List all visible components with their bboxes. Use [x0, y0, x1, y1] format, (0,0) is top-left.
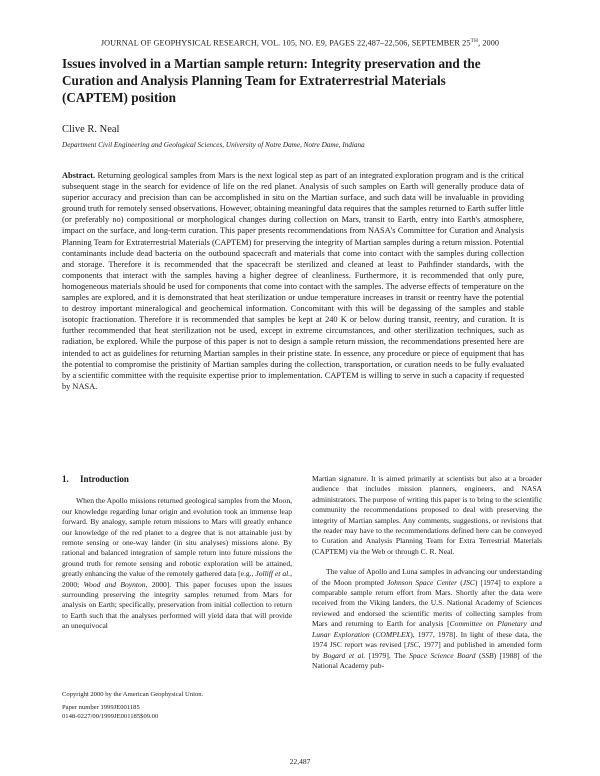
citation-jsc-1977: JSC [406, 640, 419, 650]
page-number: 22,487 [289, 757, 311, 766]
intro-p2-text-g: [1979]. The [365, 650, 410, 660]
running-head-year: , 2000 [478, 38, 500, 48]
intro-p1-text-c: , 2000]. This paper focuses upon the issues surrounding preserving the integrity samples returned from Mars for analysis on Earth; specifically, preservation from initial collection to return to Earth such that the analyses performed will yield data that will provide an unequivocal [62, 579, 293, 631]
right-column [312, 474, 542, 671]
abstract-label: Abstract. [62, 171, 96, 180]
paper-title: Issues involved in a Martian sample return: Integrity preservation and the Curation and Analysis Planning Team for Extraterrestrial Materials (CAPTEM) position [62, 56, 481, 105]
running-head-superscript: TH [470, 38, 479, 44]
citation-jsc-name: Johnson Space Center [387, 577, 458, 587]
running-head [90, 38, 510, 48]
intro-p2-text-e: ), 1977, 1978]. In light of these data, the 1974 JSC report was revised [ [312, 629, 542, 650]
section-heading [62, 474, 292, 484]
intro-paragraph-2 [312, 567, 542, 671]
issn-code: 0148-0227/00/1999JE001185$09.00 [62, 713, 159, 720]
citation-ssb-abbrev: SSB [481, 650, 494, 660]
left-column [62, 474, 292, 632]
intro-p2-text-d: ( [369, 629, 376, 639]
section-title: Introduction [80, 474, 129, 484]
intro-paragraph-1-continued: Martian signature. It is aimed primarily at scientists but also at a broader audience that includes mission planners, engineers, and NASA administrators. The purpose of writing this paper is to bring to the scientific community the recommendations proposed to deal with preserving the integrity of Martian samples. Any comments, suggestions, or revisions that the reader may have to the recommendations defined here can be conveyed to Curation and Analysis Planning Team for Extra Terrestrial Materials (CAPTEM) via the Web or through C. R. Neal. [312, 474, 542, 556]
copyright-block [62, 690, 203, 722]
paper-number: Paper number 1999JE001185 [62, 703, 140, 711]
intro-p2-text-b: ( [457, 577, 463, 587]
citation-complex-abbrev: COMPLEX [375, 629, 411, 639]
author-name: Clive R. Neal [62, 124, 120, 135]
intro-p1-text-b: , 2000; [62, 569, 292, 589]
intro-p2-text-c: ) [1974] to explore a comparable sample return effort from Mars. Shortly after the data were received from the Viking landers, the U.S. National Academy of Sciences reviewed and endorsed the scientific merits of collecting samples from Mars and returning to Earth for analysis [ [312, 577, 542, 629]
citation-bogard: Bogard et al. [322, 650, 366, 660]
abstract [62, 170, 524, 392]
intro-paragraph-1 [62, 496, 292, 631]
intro-p2-text-h: ( [475, 650, 482, 660]
running-head-text: JOURNAL OF GEOPHYSICAL RESEARCH, VOL. 105, NO. E9, PAGES 22,487–22,506, SEPTEMBER 25 [100, 38, 471, 48]
citation-jsc-abbrev: JSC [462, 577, 475, 587]
intro-p2-text-a: The value of Apollo and Luna samples in advancing our understanding of the Moon prompted [312, 567, 542, 587]
copyright-line: Copyright 2000 by the American Geophysical Union. [62, 691, 204, 698]
author-affiliation: Department Civil Engineering and Geological Sciences, University of Notre Dame, Notre Dame, Indiana [62, 141, 365, 149]
intro-p2-text-i: ) [1988] of the National Academy pub- [312, 650, 542, 670]
intro-p2-text-f: , 1977] and published in amended form by [312, 640, 542, 660]
citation-ssb-name: Space Science Board [409, 650, 476, 660]
intro-p1-text-a: When the Apollo missions returned geological samples from the Moon, our knowledge regarding lunar origin and evolution took an immense leap forward. By analogy, sample return missions to Mars will greatly enhance our knowledge of the red planet to a degree that is not attainable just by remote sensing or one-way lander (in situ analyses) missions alone. By rational and balanced integration of sample return into future missions the ground truth for remote sensing and robotic exploration will be attained, greatly enhancing the value of the remotely gathered data [e.g., [62, 496, 292, 579]
abstract-text: Returning geological samples from Mars is the next logical step as part of an integrated exploration program and is the critical subsequent stage in the search for evidence of life on the red planet. Analysis of such samples on Earth will generally produce data of superior accuracy and precision than can be accomplished in situ on the Martian surface, and such data will be invaluable in providing ground truth for remotely sensed observations. However, obtaining meaningful data requires that the samples returned to Earth suffer little (or preferably no) compositional or morphological changes during collection on Mars, transit to Earth, entry into Earth's atmosphere, impact on the surface, and long-term curation. This paper presents recommendations from NASA's Committee for Curation and Analysis Planning Team for Extraterrestrial Materials (CAPTEM) for preserving the integrity of Martian samples during a return mission. Potential contaminants include dead bacteria on the outbound spacecraft and materials that come into contact with the samples during collection and storage. Therefore it is recommended that the spacecraft be sterilized and cleaned at least to Pathfinder standards, with the components that interact with the samples having a higher degree of cleanliness. Furthermore, it is recommended that only pure, homogeneous materials should be used for components that come into contact with the samples. The adverse effects of temperature on the samples are explored, and it is demonstrated that heat sterilization or undue temperature increases in transit or reentry have the potential to destroy important mineralogical and geochemical information. Concomitant with this will be degassing of the samples and stable isotopic fractionation. Therefore it is recommended that samples be kept at 240 K or below during transit, reentry, and curation. It is further recommended that heat sterilization not be used, except in extreme circumstances, and other sterilization techniques, such as radiation, be explored. While the purpose of this paper is not to design a sample return mission, the recommendations presented here are intended to act as guidelines for returning Martian samples in their pristine state. In essence, any procedure or piece of equipment that has the potential to compromise the pristinity of Martian samples during the collection, transportation, or curation needs to be fully evaluated by a scientific committee with the requisite expertise prior to implementation. CAPTEM is willing to serve in such a capacity if requested by NASA. [62, 171, 524, 391]
section-number: 1. [62, 474, 69, 484]
citation-complex-name: Committee on Planetary and Lunar Exploration [312, 619, 542, 639]
citation-wood-boynton: Wood and Boynton [83, 579, 146, 589]
citation-jolliff: Jolliff et al. [255, 569, 291, 579]
